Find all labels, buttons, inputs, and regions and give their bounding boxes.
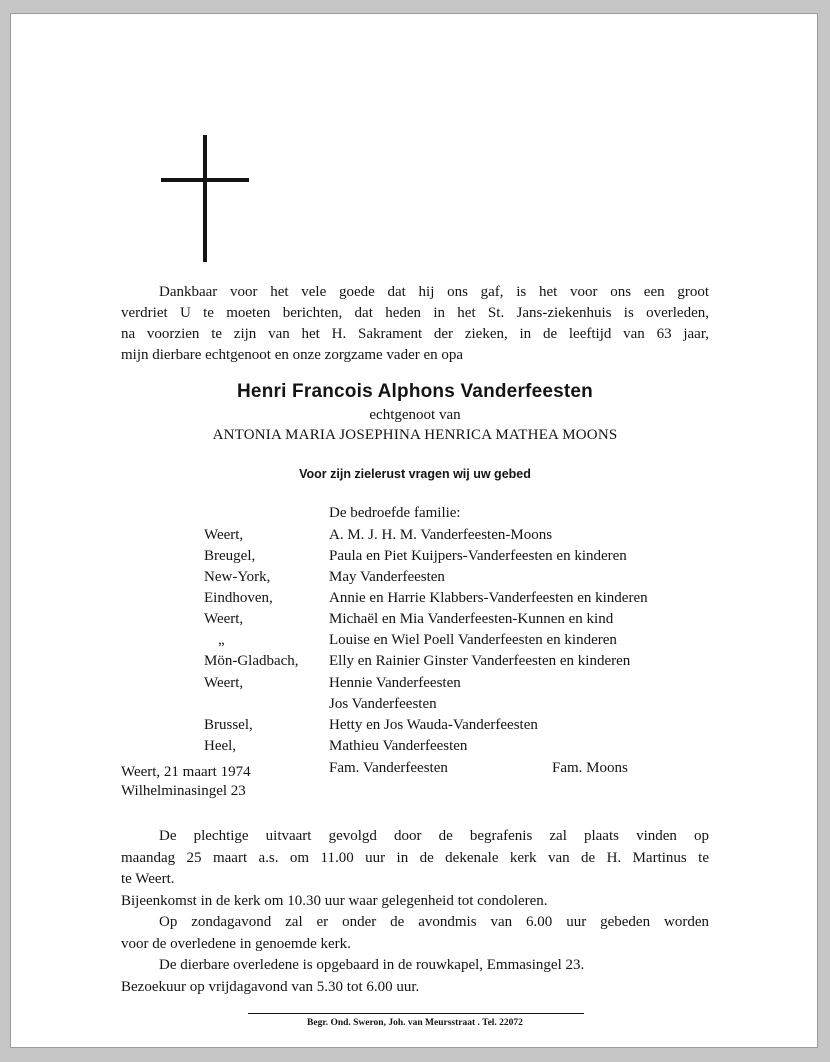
prayer-request: Voor zijn zielerust vragen wij uw gebed [299, 467, 531, 481]
family-place: Weert, [204, 675, 244, 691]
deceased-name: Henri Francois Alphons Vanderfeesten [237, 381, 593, 402]
funeral-line: De plechtige uitvaart gevolgd door de begrafenis zal plaats vinden op [159, 828, 709, 844]
cross-icon-bar [161, 178, 249, 182]
funeral-line: voor de overledene in genoemde kerk. [121, 935, 351, 952]
family-row [0, 696, 830, 717]
funeral-line: De dierbare overledene is opgebaard in de rouwkapel, Emmasingel 23. [159, 957, 585, 973]
spouse-label: echtgenoot van [369, 407, 461, 423]
footer-divider [248, 1013, 584, 1014]
family-names: Michaël en Mia Vanderfeesten-Kunnen en kind [329, 611, 614, 627]
intro-line: Dankbaar voor het vele goede dat hij ons gaf, is het voor ons een groot [159, 284, 709, 300]
family-row [0, 548, 830, 569]
printer-imprint: Begr. Ond. Sweron, Joh. van Meursstraat . Tel. 22072 [307, 1018, 523, 1028]
family-row [0, 632, 830, 653]
intro-line: na voorzien te zijn van het H. Sakrament der zieken, in de leeftijd van 63 jaar, [121, 326, 709, 342]
funeral-paragraph [121, 826, 709, 998]
family-place: Eindhoven, [204, 590, 273, 606]
family-names: Hennie Vanderfeesten [329, 675, 461, 691]
family-row [0, 569, 830, 590]
family-row [0, 717, 830, 738]
family-names: Louise en Wiel Poell Vanderfeesten en kinderen [329, 632, 617, 648]
family-place: Mön-Gladbach, [204, 653, 299, 669]
funeral-line: maandag 25 maart a.s. om 11.00 uur in de dekenale kerk van de H. Martinus te [121, 849, 709, 866]
date-line: Weert, 21 maart 1974 [121, 764, 251, 780]
family-row [0, 738, 830, 759]
family-place: Brussel, [204, 717, 253, 733]
date-address-block [121, 763, 251, 801]
intro-paragraph [121, 282, 709, 366]
spouse-name: ANTONIA MARIA JOSEPHINA HENRICA MATHEA MOONS [212, 427, 618, 443]
fam-moons-signature: Fam. Moons [552, 760, 628, 776]
family-row [0, 590, 830, 611]
family-place: Breugel, [204, 548, 256, 564]
intro-line: mijn dierbare echtgenoot en onze zorgzame vader en opa [121, 347, 464, 363]
cross-icon [203, 135, 207, 262]
family-names: Paula en Piet Kuijpers-Vanderfeesten en kinderen [329, 548, 627, 564]
family-names: Jos Vanderfeesten [329, 696, 437, 712]
family-names: A. M. J. H. M. Vanderfeesten-Moons [329, 527, 553, 543]
family-row [0, 611, 830, 632]
family-names: Mathieu Vanderfeesten [329, 738, 468, 754]
family-place: Heel, [204, 738, 237, 754]
family-names: Hetty en Jos Wauda-Vanderfeesten [329, 717, 538, 733]
family-names: Annie en Harrie Klabbers-Vanderfeesten en kinderen [329, 590, 648, 606]
address-line: Wilhelminasingel 23 [121, 783, 246, 799]
family-place: „ [218, 632, 225, 648]
funeral-line: Op zondagavond zal er onder de avondmis van 6.00 uur gebeden worden [159, 914, 709, 930]
family-place: Weert, [204, 611, 244, 627]
intro-line: verdriet U te moeten berichten, dat heden in het St. Jans-ziekenhuis is overleden, [121, 305, 709, 321]
funeral-line: Bijeenkomst in de kerk om 10.30 uur waar gelegenheid tot condoleren. [121, 892, 548, 909]
family-row [0, 527, 830, 548]
family-row [0, 675, 830, 696]
family-intro: De bedroefde familie: [329, 505, 461, 521]
funeral-line: te Weert. [121, 871, 175, 887]
family-place: Weert, [204, 527, 244, 543]
family-row [0, 653, 830, 674]
family-place: New-York, [204, 569, 271, 585]
funeral-line: Bezoekuur op vrijdagavond van 5.30 tot 6.00 uur. [121, 978, 420, 995]
family-names: May Vanderfeesten [329, 569, 445, 585]
fam-vanderfeesten-signature: Fam. Vanderfeesten [329, 760, 448, 776]
family-names: Elly en Rainier Ginster Vanderfeesten en kinderen [329, 653, 631, 669]
